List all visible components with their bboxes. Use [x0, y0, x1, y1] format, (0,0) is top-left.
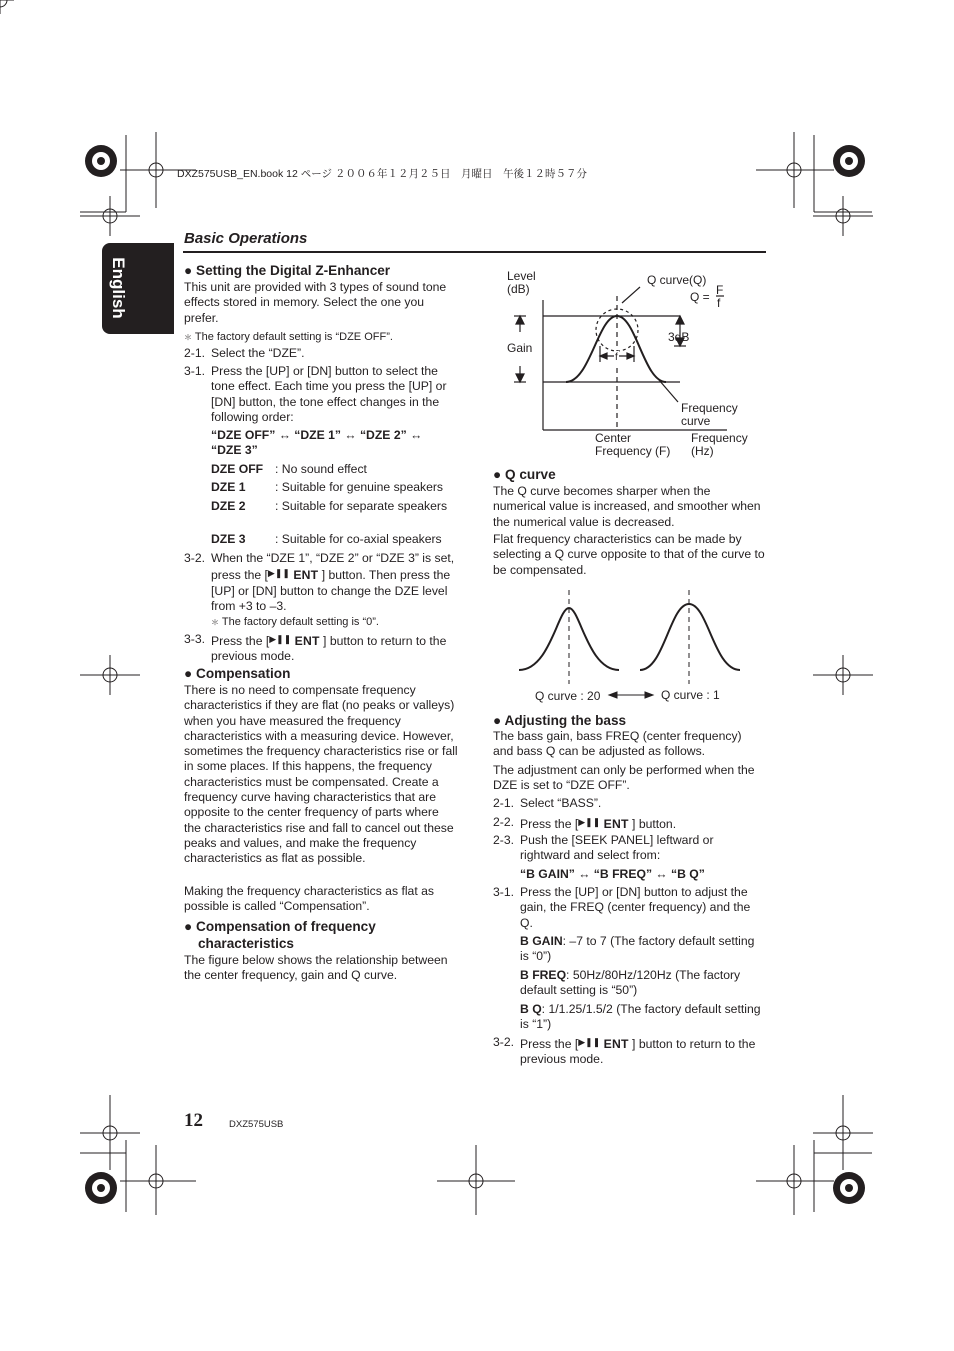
fig-3db-label: 3dB	[668, 330, 690, 344]
section-title: Basic Operations	[184, 230, 308, 247]
bullet-icon: ●	[184, 263, 193, 278]
fig-f-label: f	[717, 296, 721, 310]
play-pause-icon: ▶❚❚	[578, 1037, 601, 1047]
fig-level-label: Level	[507, 269, 536, 283]
fig-qcurve-label: Q curve(Q)	[647, 273, 707, 287]
dze-mode-3: DZE 3 : Suitable for co-axial speakers	[211, 532, 442, 546]
language-tab-label: English	[109, 257, 128, 319]
bass-freq-setting: B FREQ: 50Hz/80Hz/120Hz (The factory default setting is “50”)	[520, 968, 741, 998]
fig-freq-axis-label-2: (Hz)	[691, 444, 714, 458]
fig-q20-label: Q curve : 20	[535, 689, 601, 703]
comp-freq-heading: ● Compensation of frequency characteristics	[184, 919, 376, 951]
compensation-definition: Making the frequency characteristics as flat as possible is called “Compensation”.	[184, 884, 434, 914]
bass-text-1: The bass gain, bass FREQ (center frequency) and bass Q can be adjusted as follows.	[493, 729, 742, 759]
fig-freq-curve-label-1: Frequency	[681, 401, 738, 415]
bass-heading: ● Adjusting the bass	[493, 713, 627, 728]
fig-freq-axis-label-1: Frequency	[691, 431, 748, 445]
bullet-icon: ●	[493, 467, 502, 482]
fig-F-label: F	[716, 283, 724, 297]
qcurve-heading: ● Q curve	[493, 467, 556, 482]
fig-center-label-1: Center	[595, 431, 632, 445]
dze-mode-off: DZE OFF : No sound effect	[211, 462, 367, 476]
bass-order: “B GAIN” ↔ “B FREQ” ↔ “B Q”	[520, 867, 705, 881]
fig-db-label: (dB)	[507, 282, 530, 296]
dze-order: “DZE OFF” ↔ “DZE 1” ↔ “DZE 2” ↔ “DZE 3”	[211, 428, 423, 458]
fig-q1-label: Q curve : 1	[661, 688, 720, 702]
compensation-text: There is no need to compensate frequency characteristics if they are flat (no peaks or valleys) when you have measured the frequency characteristics with a measuring device. However, sometimes the frequency characteristics rise or fall in some places. If this happens, the frequency characteristics must be compensated. Create a frequency curve having characteristics that are opposite to the center frequency of parts where the characteristics rise and fall to cancel out these peaks and values, and make the frequency characteristics as flat as possible.	[184, 683, 458, 866]
compensation-heading: ● Compensation	[184, 666, 291, 681]
dze-mode-2: DZE 2 : Suitable for separate speakers	[211, 499, 448, 513]
dze-mode-1: DZE 1 : Suitable for genuine speakers	[211, 480, 444, 494]
qcurve-text-1: The Q curve becomes sharper when the numerical value is increased, and smoother when the numerical value is decreased.	[493, 484, 761, 529]
model-name: DXZ575USB	[229, 1119, 284, 1130]
fig-bandwidth-f-label: f	[615, 352, 618, 363]
bass-q-setting: B Q: 1/1.25/1.5/2 (The factory default setting is “1”)	[520, 1002, 761, 1032]
bullet-icon: ●	[184, 919, 193, 934]
fig-center-label-2: Frequency (F)	[595, 444, 671, 458]
print-header: DXZ575USB_EN.book 12 ページ ２００６年１２月２５日 月曜日 午後１２時５７分	[177, 168, 587, 180]
bass-text-2: The adjustment can only be performed when the DZE is set to “DZE OFF”.	[493, 763, 755, 793]
dze-note-zero: ＊ The factory default setting is “0”.	[211, 616, 379, 628]
dze-heading: ● Setting the Digital Z-Enhancer	[184, 263, 391, 278]
comp-freq-text: The figure below shows the relationship between the center frequency, gain and Q curve.	[184, 953, 448, 983]
play-pause-icon: ▶❚❚	[267, 568, 290, 579]
dze-intro: This unit are provided with 3 types of sound tone effects stored in memory. Select the one you prefer.	[184, 280, 447, 325]
play-pause-icon: ▶❚❚	[578, 817, 601, 827]
bass-gain-setting: B GAIN: –7 to 7 (The factory default setting is “0”)	[520, 934, 755, 964]
bullet-icon: ●	[493, 713, 502, 728]
dze-note-default: ＊ The factory default setting is “DZE OFF”.	[184, 331, 393, 343]
page-number: 12	[184, 1110, 203, 1131]
fig-gain-label: Gain	[507, 341, 533, 355]
play-pause-icon: ▶❚❚	[269, 634, 292, 644]
fig-q-eq-label: Q =	[690, 290, 710, 304]
fig-freq-curve-label-2: curve	[681, 414, 711, 428]
bullet-icon: ●	[184, 666, 193, 681]
qcurve-text-2: Flat frequency characteristics can be made by selecting a Q curve opposite to that of the curve to be compensated.	[493, 532, 765, 577]
